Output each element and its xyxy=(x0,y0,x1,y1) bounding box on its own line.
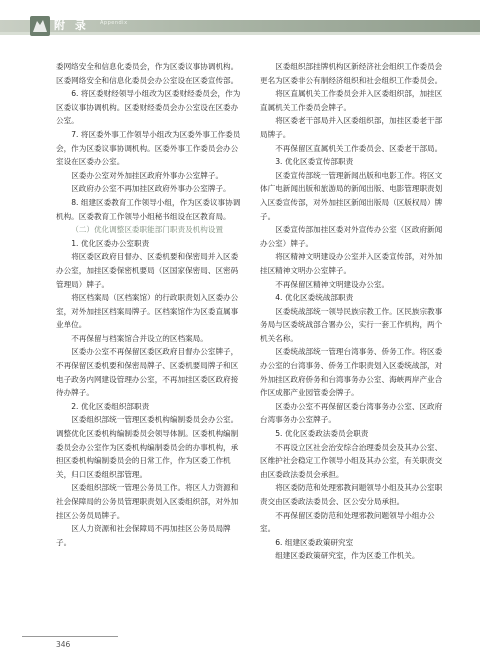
paragraph: 区委组织部统一管理区委机构编制委员会办公室。调整优化区委机构编制委员会领导体制。区委机构编制委员会办公室作为区委机构编制委员会的办事机构，承担区委机构编制委员会的日常工作，作为区委工作机关，归口区委组织部管理。 xyxy=(56,415,239,479)
page-number: 346 xyxy=(56,640,71,649)
header-title: 附 录 xyxy=(54,19,89,32)
paragraph: （二）优化调整区委职能部门职责及机构设置 xyxy=(71,225,224,235)
paragraph: 组建区委政策研究室，作为区委工作机关。 xyxy=(275,551,420,561)
right-column xyxy=(260,60,445,563)
paragraph: 区政府办公室不再加挂区政府外事办公室牌子。 xyxy=(71,184,231,194)
paragraph: 区委宣传部加挂区委对外宣传办公室（区政府新闻办公室）牌子。 xyxy=(260,225,443,248)
paragraph: 将区委老干部局并入区委组织部，加挂区委老干部局牌子。 xyxy=(260,116,443,139)
paragraph: 区委组织部挂牌机构区新经济社会组织工作委员会更名为区委非公有制经济组织和社会组织工作委员会。 xyxy=(260,62,443,85)
paragraph: 区委办公室对外加挂区政府外事办公室牌子。 xyxy=(71,170,224,180)
paragraph: 6. 将区委财经领导小组改为区委财经委员会，作为区委议事协调机构。区委财经委员会办公室设在区委办公室。 xyxy=(56,89,241,126)
page-header xyxy=(0,0,480,54)
paragraph: 不再保留区精神文明建设办公室。 xyxy=(275,279,390,289)
paragraph: 将区委防范和处理邪教问题领导小组及其办公室职责交由区委政法委员会、区公安分局承担。 xyxy=(260,483,443,506)
paragraph: 将区直属机关工作委员会并入区委组织部，加挂区直属机关工作委员会牌子。 xyxy=(260,89,443,112)
header-subtitle: Appendix xyxy=(100,20,128,26)
footer-divider xyxy=(22,636,118,637)
paragraph: 区委组织部统一管理公务员工作。将区人力资源和社会保障局的公务员管理职责划入区委组织部，对外加挂区公务员局牌子。 xyxy=(56,483,239,520)
paragraph: 将区精神文明建设办公室并入区委宣传部，对外加挂区精神文明办公室牌子。 xyxy=(260,252,443,275)
paragraph: 区委统战部统一管理台湾事务、侨务工作。将区委办公室的台湾事务、侨务工作职责划入区委统战部，对外加挂区政府侨务和台湾事务办公室、海峡两岸产业合作区成都产业园管委会牌子。 xyxy=(260,347,443,398)
paragraph: 区委办公室不再保留区委台湾事务办公室、区政府台湾事务办公室牌子。 xyxy=(260,401,443,425)
paragraph: 区人力资源和社会保障局不再加挂区公务员局牌子。 xyxy=(56,524,231,547)
paragraph: 区委统战部统一领导民族宗教工作。区民族宗教事务局与区委统战部合署办公，实行一套工作机构，两个机关名称。 xyxy=(260,306,443,343)
paragraph: 区委办公室不再保留区委区政府目督办公室牌子，不再保留区委机要和保密局牌子、区委机要局牌子和区电子政务内网建设管理办公室，不再加挂区委区政府接待办牌子。 xyxy=(56,347,239,398)
paragraph: 3. 优化区委宣传部职责 xyxy=(275,157,354,167)
logo-icon xyxy=(30,16,50,36)
paragraph: 将区档案局（区档案馆）的行政职责划入区委办公室，对外加挂区档案局牌子。区档案馆作为区委直属事业单位。 xyxy=(56,293,239,330)
paragraph: 4. 优化区委统战部职责 xyxy=(275,293,354,303)
paragraph: 8. 组建区委教育工作领导小组，作为区委议事协调机构。区委教育工作领导小组秘书组设在区教育局。 xyxy=(56,197,241,221)
paragraph: 将区委区政府目督办、区委机要和保密局并入区委办公室，加挂区委保密机要局（区国家保密局、区密码管理局）牌子。 xyxy=(56,252,239,289)
paragraph: 不再保留与档案馆合并设立的区档案局。 xyxy=(71,333,208,343)
left-column xyxy=(56,60,241,549)
paragraph: 委网络安全和信息化委员会，作为区委议事协调机构。区委网络安全和信息化委员会办公室设在区委宣传部。 xyxy=(56,62,239,85)
paragraph: 不再设立区社会治安综合治理委员会及其办公室、区维护社会稳定工作领导小组及其办公室，有关职责交由区委政法委员会承担。 xyxy=(260,442,443,479)
paragraph: 不再保留区委防范和处理邪教问题领导小组办公室。 xyxy=(260,510,435,534)
paragraph: 不再保留区直属机关工作委员会、区委老干部局。 xyxy=(275,143,443,153)
paragraph: 区委宣传部统一管理新闻出版和电影工作。将区文体广电新闻出版和旅游局的新闻出版、电影管理职责划入区委宣传部，对外加挂区新闻出版局（区版权局）牌子。 xyxy=(260,170,443,221)
paragraph: 5. 优化区委政法委员会职责 xyxy=(275,429,369,439)
paragraph: 7. 将区委外事工作领导小组改为区委外事工作委员会，作为区委议事协调机构。区委外事工作委员会办公室设在区委办公室。 xyxy=(56,129,241,167)
paragraph: 1. 优化区委办公室职责 xyxy=(71,238,150,248)
paragraph: 2. 优化区委组织部职责 xyxy=(71,401,150,411)
paragraph: 6. 组建区委政策研究室 xyxy=(275,537,354,547)
